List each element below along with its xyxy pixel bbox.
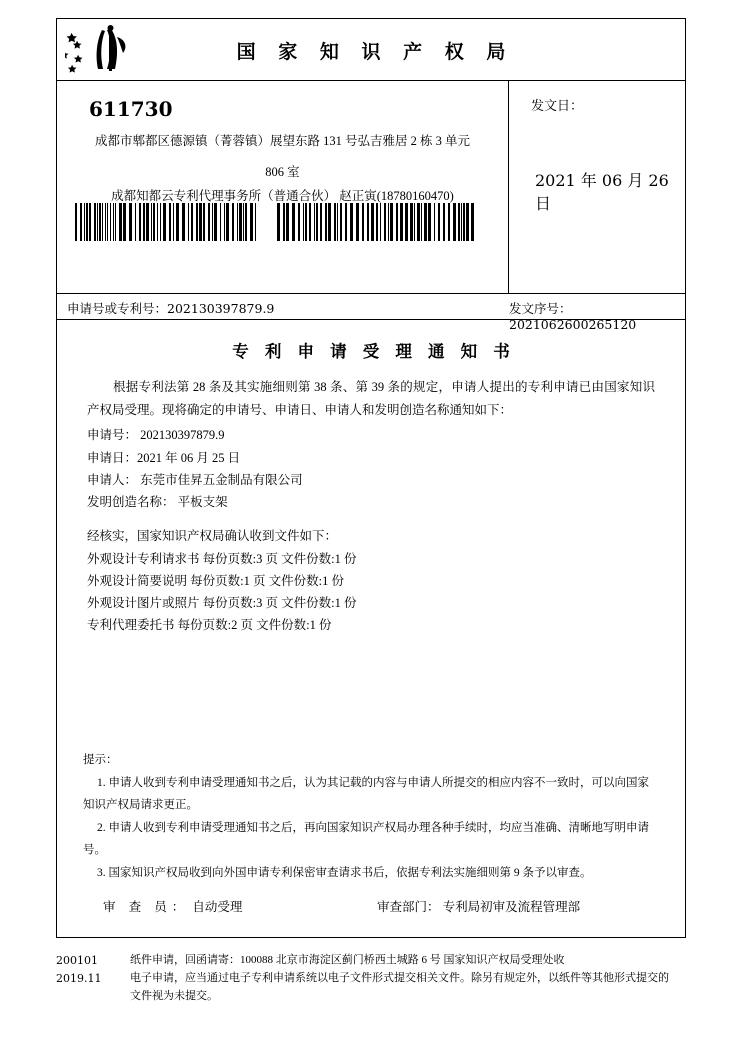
field-application-number: 申请号： 202130397879.9 (87, 428, 225, 443)
sent-date-value: 2021 年 06 月 26 日 (535, 171, 669, 213)
office-title: 国 家 知 识 产 权 局 (236, 41, 514, 63)
field-application-date: 申请日：2021 年 06 月 25 日 (87, 450, 241, 465)
document-item: 外观设计图片或照片 每份页数:3 页 文件份数:1 份 (87, 596, 357, 610)
document-item: 专利代理委托书 每份页数:2 页 文件份数:1 份 (87, 618, 332, 633)
intro-paragraph: 根据专利法第 28 条及其实施细则第 38 条、第 39 条的规定，申请人提出的专利申请已由国家知识产权局受理。现将确定的申请号、申请日、申请人和发明创造名称通知如下： (87, 380, 655, 418)
tip-item: 2. 申请人收到专利申请受理通知书之后，再向国家知识产权局办理各种手续时，均应当准确、清晰地写明申请号。 (83, 821, 649, 857)
footer-line-1: 纸件申请，回函请寄：100088 北京市海淀区蓟门桥西土城路 6 号 国家知识产权局受理处收 (130, 954, 565, 966)
barcode-serial (277, 203, 477, 241)
footer-code-form: 200101 (56, 954, 98, 967)
barcode-application (75, 203, 260, 241)
application-number (67, 299, 274, 317)
department-block (377, 897, 580, 915)
footer-line-2: 电子申请，应当通过电子专利申请系统以电子文件形式提交相关文件。除另有规定外，以纸件等其他形式提交的 (130, 971, 669, 984)
document-item: 外观设计专利请求书 每份页数:3 页 文件份数:1 份 (87, 551, 357, 566)
addressee-address-line2: 806 室 (265, 164, 300, 179)
department-label: 审查部门： (377, 900, 440, 914)
numbers-row (57, 294, 685, 332)
examiner-label: 审 查 员： (103, 900, 190, 914)
footer-line-3: 文件视为未提交。 (130, 989, 218, 1002)
sent-date-label: 发文日： (531, 98, 584, 113)
tip-item: 3. 国家知识产权局收到向外国申请专利保密审查请求书后，依据专利法实施细则第 9 条予以审查。 (97, 866, 592, 879)
barcode-area (57, 203, 509, 249)
serial-number-label: 发文序号： (509, 302, 572, 316)
document-header (57, 19, 685, 81)
agent-line: 成都知都云专利代理事务所（普通合伙） 赵正寅(18780160470) (111, 189, 454, 204)
address-date-band (57, 81, 685, 294)
application-number-value: 202130397879.9 (167, 301, 275, 316)
examiner-block (103, 897, 242, 915)
application-number-label: 申请号或专利号： (67, 302, 168, 316)
field-invention-title: 发明创造名称： 平板支架 (87, 495, 228, 509)
tips-header: 提示： (83, 753, 118, 766)
addressee-address-line1: 成都市郫都区德源镇（菁蓉镇）展望东路 131 号弘吉雅居 2 栋 3 单元 (94, 134, 470, 148)
footer-codes (56, 952, 126, 988)
tip-item: 1. 申请人收到专利申请受理通知书之后，认为其记载的内容与申请人所提交的相应内容不一致时，可以向国家知识产权局请求更正。 (83, 776, 649, 812)
addressee-block (57, 81, 509, 293)
spacer (57, 513, 685, 523)
department-value: 专利局初审及流程管理部 (442, 900, 581, 914)
documents-received (87, 525, 655, 636)
document-item: 外观设计简要说明 每份页数:1 页 文件份数:1 份 (87, 573, 344, 588)
field-applicant: 申请人： 东莞市佳昇五金制品有限公司 (87, 472, 303, 487)
documents-header: 经核实，国家知识产权局确认收到文件如下： (87, 529, 338, 544)
notice-body (57, 338, 685, 884)
document-number: 611730 (89, 97, 173, 121)
tips-section (83, 749, 655, 885)
serial-number-value: 2021062600265120 (509, 317, 637, 332)
examiner-value: 自动受理 (192, 900, 243, 914)
notice-frame (56, 18, 686, 938)
page-footer (56, 952, 688, 1005)
sent-date-block (509, 81, 685, 293)
application-fields (87, 424, 655, 513)
footer-text (130, 952, 688, 1005)
serial-number (509, 299, 685, 333)
footer-code-version: 2019.11 (56, 971, 102, 985)
notice-title: 专 利 申 请 受 理 通 知 书 (232, 342, 516, 361)
signature-row (57, 897, 685, 915)
